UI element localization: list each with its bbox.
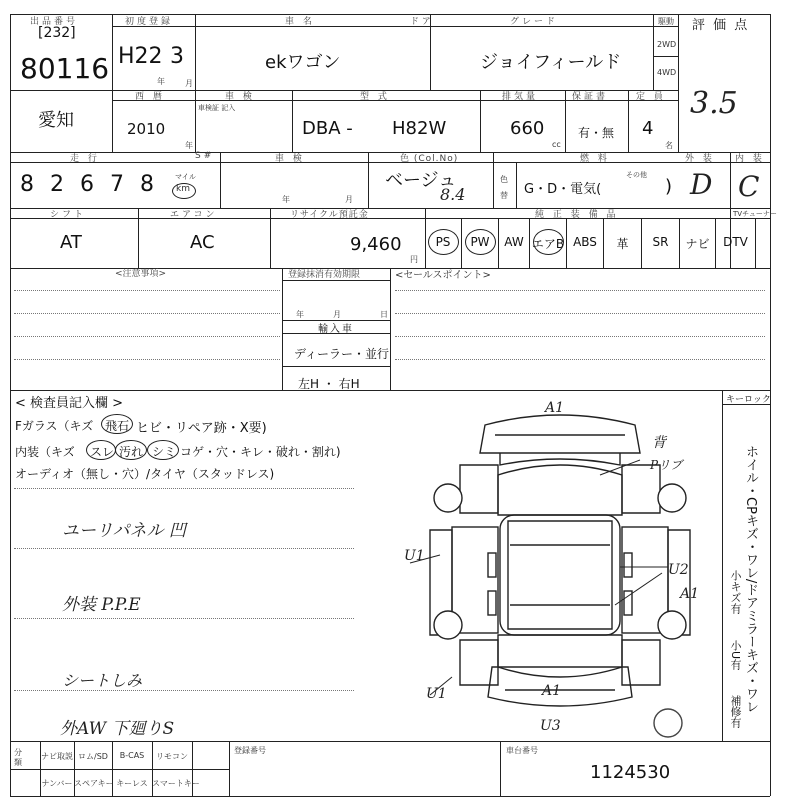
warranty-label: 保証書	[572, 92, 609, 102]
capacity-value: 4	[642, 118, 654, 139]
exterior-label: 外 装	[685, 154, 715, 164]
equipment-label: SR	[652, 235, 669, 249]
mile-unit: マイル	[175, 173, 196, 181]
color-label: 色 (Col.No)	[400, 154, 459, 164]
footer-item: リモコン	[156, 752, 188, 761]
drive-2wd: 2WD	[657, 40, 677, 49]
mark-front: A1	[545, 400, 565, 416]
footer-item: ロム/SD	[78, 752, 108, 761]
footer-item: キーレス	[116, 779, 148, 788]
inspection-date-label: 車 検	[275, 154, 305, 164]
cancel-label: 登録抹消有効期限	[288, 270, 361, 280]
equipment-circle	[428, 229, 459, 255]
interior-line: 内装（キズ	[15, 445, 75, 459]
side-text: ホイル・CPキズ・ワレ/ドアミラーキズ・ワレ	[743, 445, 758, 714]
mileage-digit: 6	[80, 172, 94, 197]
mileage-digit: 8	[20, 172, 34, 197]
side-small-3: 補修有	[729, 695, 742, 728]
year-label: 西 暦	[135, 92, 165, 102]
interior-rest: コゲ・穴・キレ・破れ・割れ)	[180, 445, 341, 459]
ac-label: エアコン	[170, 210, 218, 220]
reg-number-label: 登録番号	[234, 746, 266, 755]
equipment-item	[425, 218, 462, 268]
cancel-day-unit: 日	[380, 310, 388, 319]
equipment-item	[567, 218, 604, 268]
year-value: 2010	[127, 120, 166, 138]
cc-value: 660	[510, 118, 545, 139]
warranty-value: 有・無	[578, 126, 615, 140]
mileage-label: 走 行	[70, 154, 100, 164]
grade-label: グレード	[510, 17, 559, 27]
cc-unit: cc	[552, 140, 561, 149]
category-label: 分類	[14, 748, 22, 767]
equipment-label: AW	[504, 235, 524, 249]
mark-bottom: U3	[540, 718, 561, 734]
recycle-fee: 9,460	[350, 234, 402, 255]
drive-4wd: 4WD	[657, 68, 677, 77]
equipment-label: PW	[470, 235, 490, 249]
equipment-list	[425, 218, 770, 268]
equipment-item	[530, 218, 567, 268]
mark-right-a1: A1	[680, 586, 700, 602]
footer-item: スマートキー	[152, 779, 200, 788]
door-label: ドア	[410, 17, 434, 27]
shift-value: AT	[60, 232, 82, 253]
year-unit: 年	[185, 141, 193, 150]
glass-rest: ヒビ・リペア跡・X要)	[136, 421, 267, 436]
inspection-label: 車 検	[225, 92, 255, 102]
mileage-digit: 7	[110, 172, 124, 197]
side-small-2: 小U有	[729, 640, 742, 671]
recycle-unit: 円	[410, 255, 418, 264]
equipment-item	[642, 218, 680, 268]
glass-stone: 飛石	[105, 419, 130, 433]
import-label: 輸入車	[318, 324, 354, 335]
footer-item: ナビ取説	[41, 752, 73, 761]
footer-item: ナンバー	[41, 779, 73, 788]
model-name: ekワゴン	[265, 52, 341, 73]
equipment-label: ABS	[573, 235, 597, 249]
mark-left: U1	[404, 548, 425, 564]
glass-line: Fガラス（キズ	[15, 419, 94, 433]
equipment-circle	[533, 229, 564, 255]
mark-rear: A1	[542, 683, 562, 699]
tuner-label: TVチューナー	[733, 210, 777, 218]
equipment-item	[462, 218, 499, 268]
equipment-label: ナビ	[685, 237, 710, 251]
region: 愛知	[38, 110, 74, 131]
first-reg-month: 3	[170, 44, 184, 69]
color-change-label: 色替	[500, 175, 508, 200]
type-prefix: DBA -	[302, 118, 353, 139]
first-reg-label: 初度登録	[125, 17, 174, 27]
equipment-label: 純 正 装 備 品	[535, 210, 619, 220]
equipment-label: DTV	[723, 235, 748, 249]
interior-grade: C	[738, 170, 760, 203]
key-label: キーロック	[726, 395, 771, 405]
inspection-month-unit: 月	[345, 195, 353, 204]
footer-item: スペアキー	[74, 779, 114, 788]
audio-line: オーディオ（無し・穴）/タイヤ（スタッドレス)	[15, 467, 275, 481]
interior-scuff: スレ	[90, 445, 115, 459]
sharp-label: S#	[195, 151, 215, 161]
inspector-title: < 検査員記入欄 >	[15, 396, 124, 411]
notes-label: <注意事項>	[115, 269, 167, 279]
fuel-options: G・D・電気(	[524, 182, 602, 197]
type-label: 型 式	[360, 92, 390, 102]
mileage-digit: 8	[140, 172, 154, 197]
score-label: 評 価 点	[692, 18, 750, 33]
equipment-label: 革	[616, 237, 629, 251]
inspection-year-unit: 年	[282, 195, 290, 204]
side-small-1: 小キズ有	[729, 570, 742, 614]
color-code: 8.4	[440, 185, 466, 204]
mark-right-u2: U2	[668, 562, 689, 578]
km-unit: km	[176, 184, 190, 194]
capacity-unit: 名	[665, 141, 673, 150]
mark-rear-left: U1	[426, 686, 447, 702]
grade-name: ジョイフィールド	[480, 52, 622, 73]
first-reg-year-unit: 年	[157, 77, 165, 86]
footer-item: B-CAS	[119, 751, 145, 760]
score-value: 3.5	[690, 86, 738, 121]
interior-dirt: 汚れ	[119, 445, 144, 459]
equipment-item	[499, 218, 530, 268]
equipment-label: エアB	[531, 237, 565, 251]
equipment-item	[716, 218, 756, 268]
exterior-grade: D	[690, 168, 713, 201]
handle-option: 左H ・ 右H	[298, 377, 360, 391]
fuel-label: 燃 料	[580, 154, 610, 164]
cc-label: 排気量	[502, 92, 539, 102]
drive-label: 駆動	[658, 17, 674, 26]
dealer-option: ディーラー・並行	[294, 347, 390, 361]
equipment-circle	[465, 229, 496, 255]
stock-number: 80116	[20, 52, 110, 85]
first-reg-era: H22	[118, 44, 163, 69]
capacity-label: 定 員	[636, 92, 666, 102]
chassis-number: 1124530	[590, 762, 671, 783]
mileage-digit: 2	[50, 172, 64, 197]
recycle-label: リサイクル預託金	[290, 210, 369, 220]
equipment-item	[604, 218, 642, 268]
ac-value: AC	[190, 232, 215, 253]
model-label: 車 名	[285, 17, 315, 27]
note-seat: シートしみ	[62, 671, 143, 690]
shift-label: シフト	[50, 210, 87, 220]
note-exterior: 外装 P.P.E	[62, 595, 141, 615]
equipment-item	[680, 218, 716, 268]
interior-label: 内 装	[735, 154, 765, 164]
fuel-close: )	[665, 176, 673, 197]
chassis-label: 車台番号	[506, 746, 538, 755]
note-panel: ユーリパネル 凹	[62, 521, 186, 541]
color-value: ベージュ	[385, 170, 457, 191]
mark-back: 背	[652, 435, 666, 451]
first-reg-month-unit: 月	[185, 79, 193, 88]
fuel-other: その他	[626, 171, 647, 179]
stock-label: 出品番号	[30, 17, 79, 27]
mark-rib: Pリブ	[650, 458, 683, 472]
type-code: H82W	[392, 118, 447, 139]
cancel-year-unit: 年	[296, 310, 304, 319]
equipment-label: PS	[435, 235, 451, 249]
inspection-note: 車検証 記入	[198, 104, 236, 112]
stock-bracket: [232]	[38, 25, 76, 41]
cancel-month-unit: 月	[333, 310, 341, 319]
sales-label: <セールスポイント>	[395, 270, 491, 281]
interior-stain: シミ	[152, 445, 177, 459]
note-bottom: 外AW 下廻りS	[60, 719, 175, 739]
